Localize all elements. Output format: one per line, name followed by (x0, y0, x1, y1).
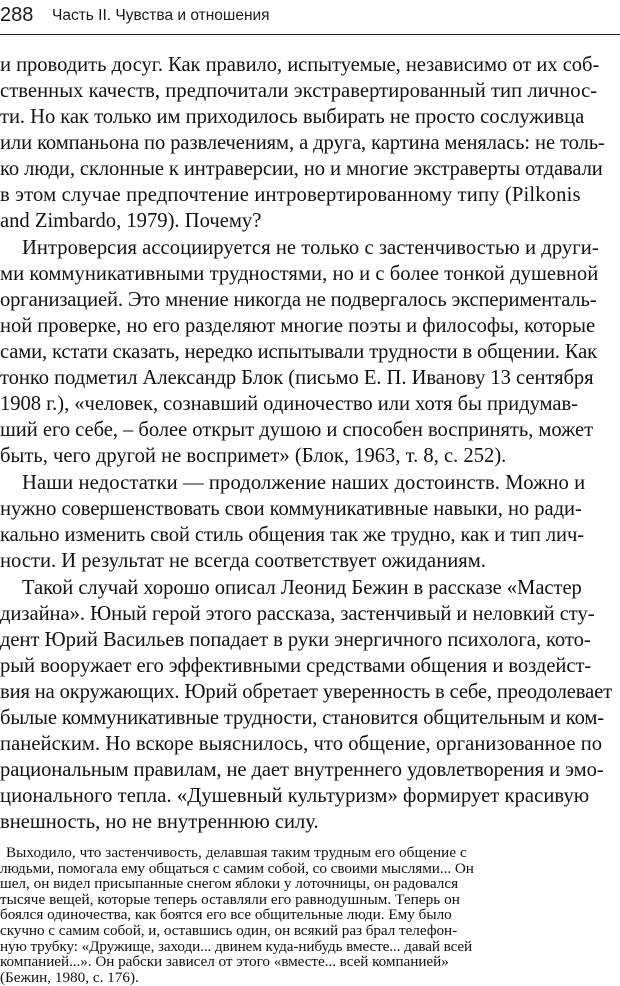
text-line: кально изменить свой стиль общения так же трудно, как и тип лич- (0, 524, 584, 546)
quote-line: тысяче вещей, которые теперь оставляли его равнодушным. Теперь он (0, 891, 460, 908)
text-line: ности. И результат не всегда соответствует ожиданиям. (0, 550, 486, 572)
running-title: Часть II. Чувства и отношения (52, 7, 270, 24)
text-line: дент Юрий Васильев попадает в руки энергичного психолога, кото- (0, 629, 591, 651)
text-line: в этом случае предпочтение интровертированному типу (Pilkonis (0, 184, 581, 206)
text-line: ко люди, склонные к интраверсии, но и многие экстраверты отдавали (0, 158, 603, 180)
quote-line: людьми, помогала ему общаться с самим собой, со своими мыслями... Он (0, 860, 474, 877)
text-line: and Zimbardo, 1979). Почему? (0, 210, 262, 232)
text-line: ственных качеств, предпочитали экстравертированный тип личнос- (0, 80, 598, 102)
text-line: тонко подметил Александр Блок (письмо Е. П. Иванову 13 сентября (0, 367, 594, 389)
text-line: организацией. Это мнение никогда не подвергалось эксперименталь- (0, 289, 597, 311)
text-line: дизайна». Юный герой этого рассказа, застенчивый и неловкий сту- (0, 603, 595, 625)
quote-line: компанией...». Он рабски зависел от этого «вместе... всей компанией» (0, 954, 449, 971)
text-line: внешность, но не внутреннюю силу. (0, 811, 319, 833)
text-line: сами, кстати сказать, нередко испытывали трудности в общении. Как (0, 341, 597, 363)
text-line: и проводить досуг. Как правило, испытуемые, независимо от их соб- (0, 54, 600, 76)
paragraph-first-line: Интроверсия ассоциируется не только с застенчивостью и други- (22, 237, 599, 259)
quote-line: ную трубку: «Дружище, заходи... двинем куда-нибудь вместе... давай всей (0, 938, 473, 955)
quote-line: боялся одиночества, как боятся его все общительные люди. Ему было (0, 907, 452, 924)
text-line: ционального тепла. «Душевный культуризм» формирует красивую (0, 785, 590, 807)
paragraph-first-line: Наши недостатки — продолжение наших достоинств. Можно и (22, 472, 586, 494)
text-line: панейским. Но вскоре выяснилось, что общение, организованное по (0, 733, 603, 755)
page-number: 288 (0, 4, 34, 26)
text-line: или компаньона по развлечениям, а друга, картина менялась: не толь- (0, 132, 605, 154)
text-line: нужно совершенствовать свои коммуникативные навыки, но ради- (0, 498, 582, 520)
header-rule (0, 34, 620, 35)
text-line: ти. Но как только им приходилось выбирать не просто сослуживца (0, 106, 585, 128)
paragraph-first-line: Такой случай хорошо описал Леонид Бежин в рассказе «Мастер (22, 577, 582, 599)
text-line: былые коммуникативные трудности, становится общительным и ком- (0, 707, 604, 729)
quote-line: Выходило, что застенчивость, делавшая таким трудным его общение с (6, 845, 467, 861)
text-line: рый вооружает его эффективными средствами общения и воздейст- (0, 655, 592, 677)
text-line: ший его себе, – более открыт душою и способен воспринять, может (0, 419, 594, 441)
quote-line: скучно с самим собой, и, оставшись один, он всякий раз брал телефон- (0, 923, 458, 939)
quote-line: (Бежин, 1980, с. 176). (0, 969, 139, 986)
quote-line: шел, он видел присыпанные снегом яблоки у лоточницы, он радовался (0, 876, 459, 893)
text-line: 1908 г.), «человек, сознавший одиночество или хотя бы придумав- (0, 393, 578, 415)
text-line: рациональным правилам, не дает внутреннего удовлетворения и эмо- (0, 759, 604, 781)
text-line: быть, чего другой не воспримет» (Блок, 1963, т. 8, с. 252). (0, 445, 507, 467)
page-header (0, 4, 620, 34)
text-line: вия на окружающих. Юрий обретает уверенность в себе, преодолевает (0, 681, 612, 703)
text-line: ной проверке, но его разделяют многие поэты и философы, которые (0, 315, 596, 337)
text-line: ми коммуникативными трудностями, но и с более тонкой душевной (0, 263, 599, 285)
